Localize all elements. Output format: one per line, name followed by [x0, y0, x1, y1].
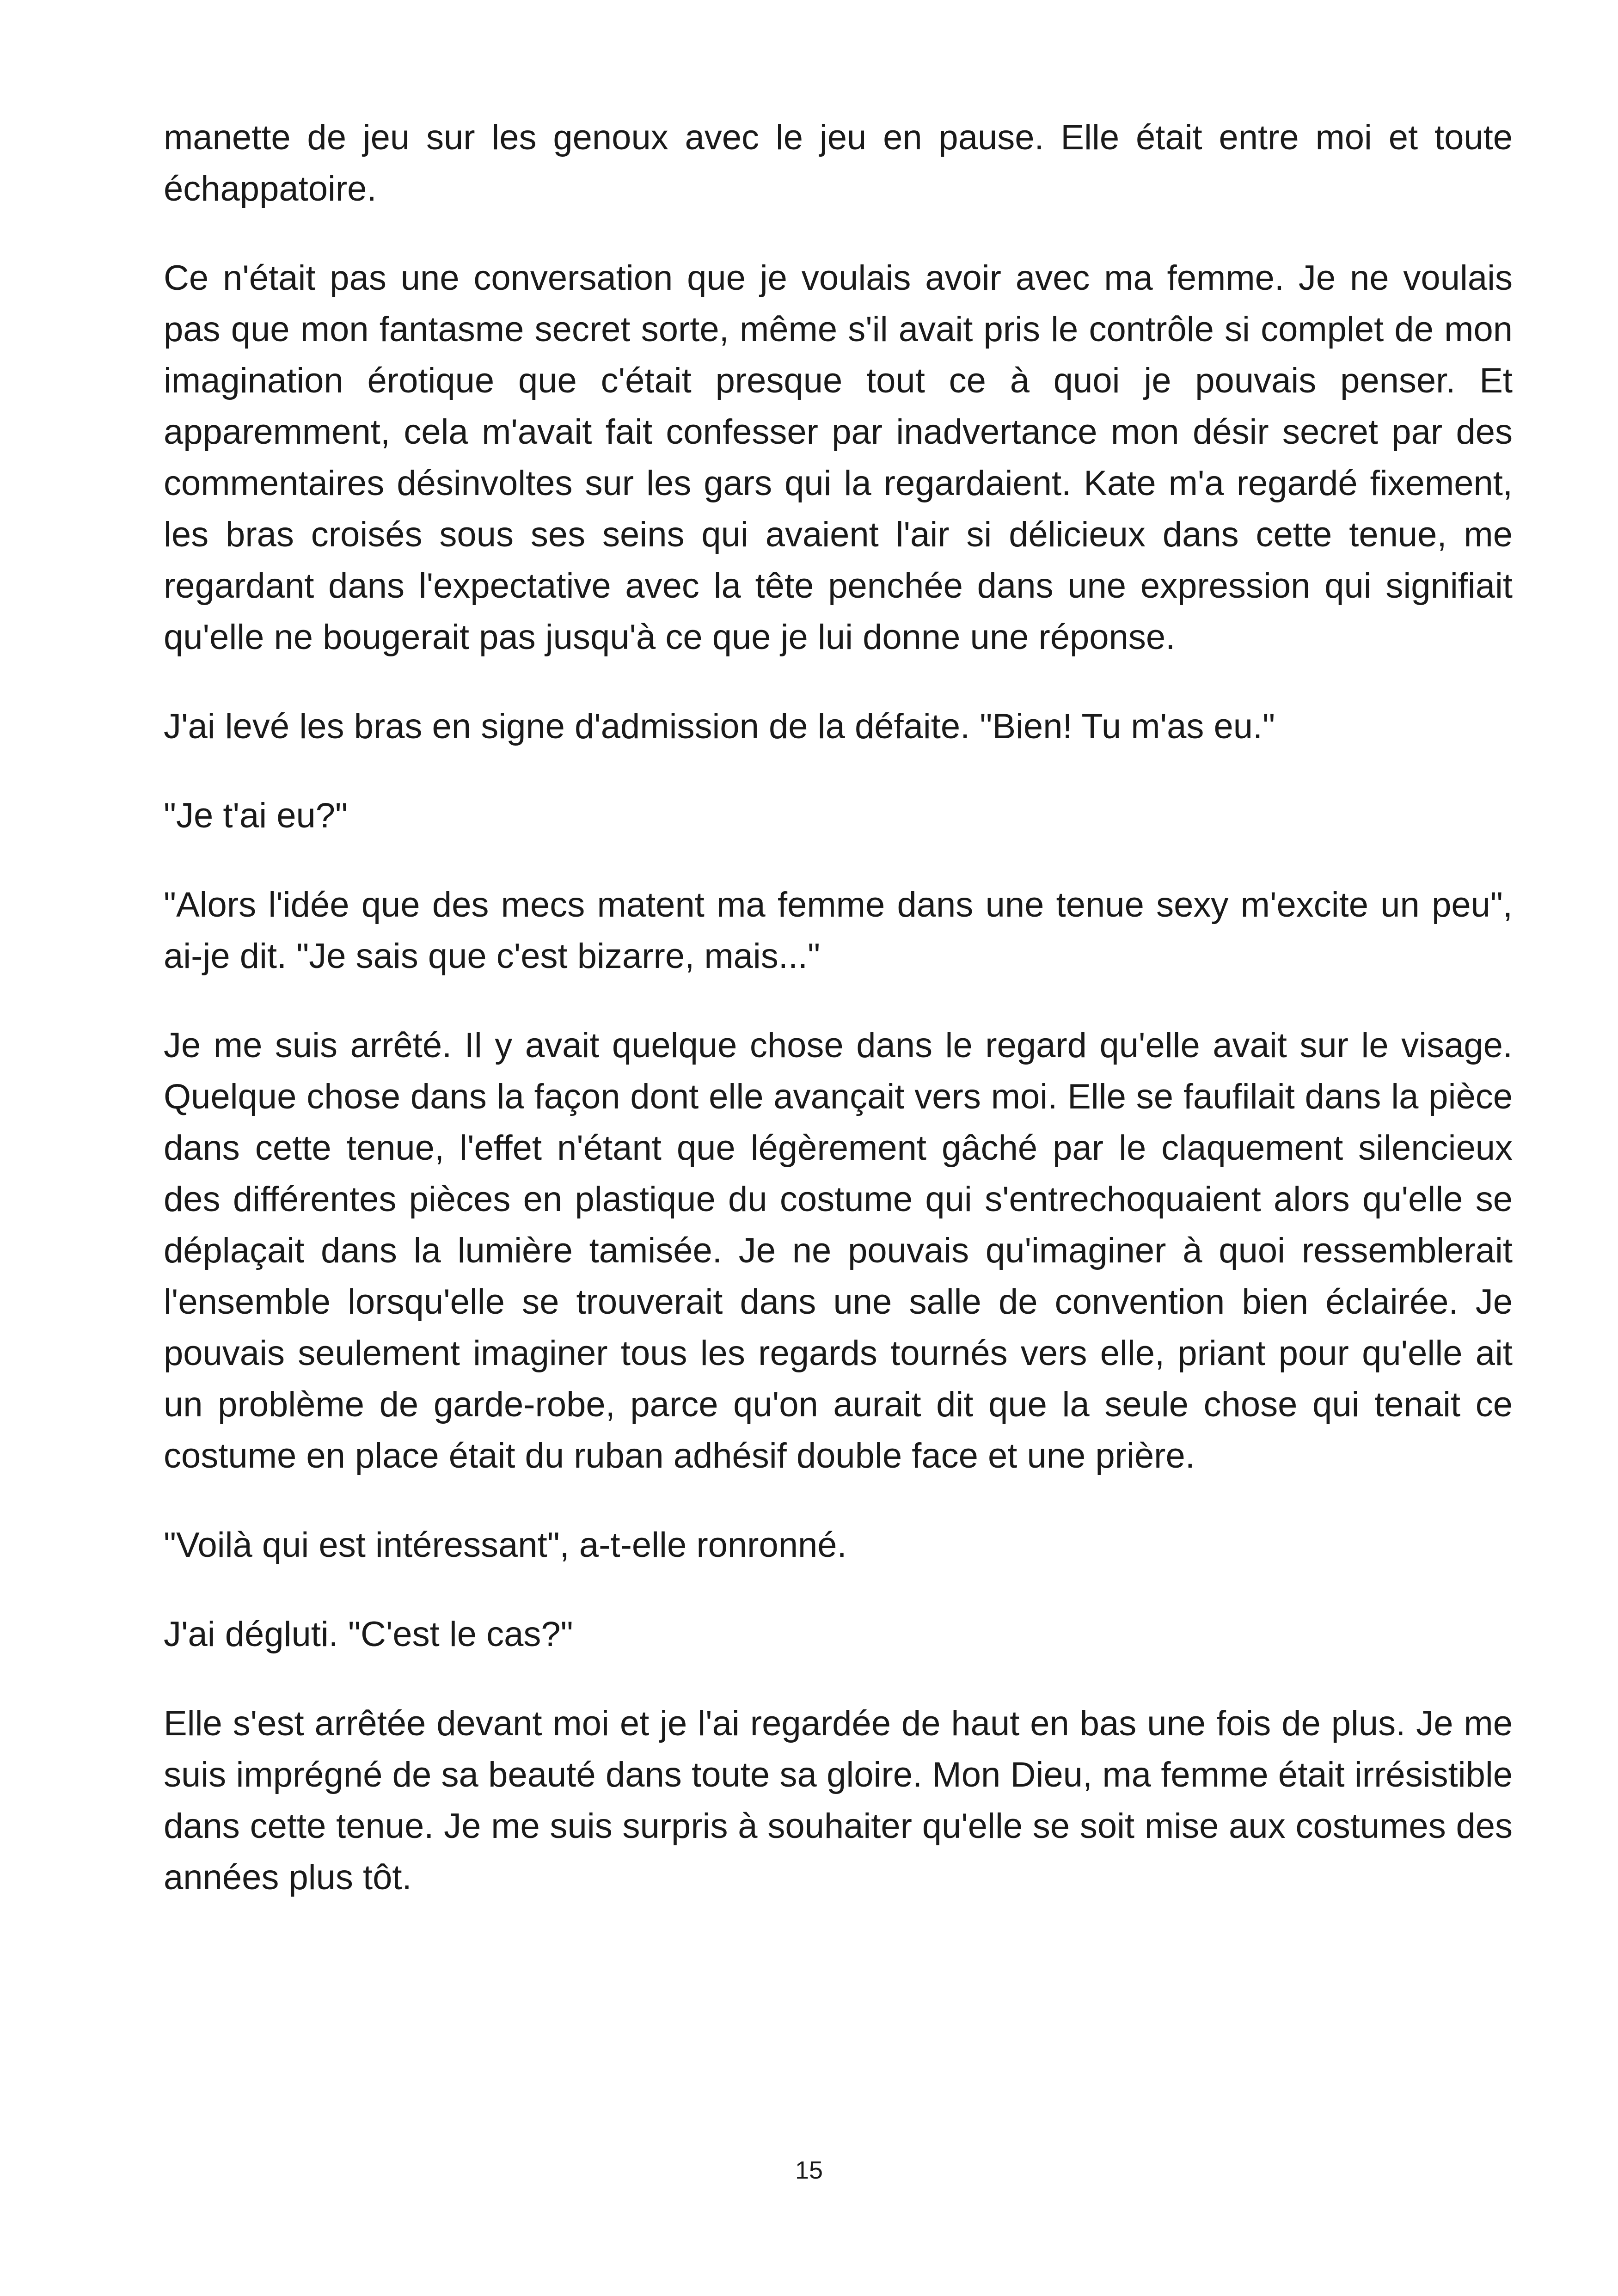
paragraph: Je me suis arrêté. Il y avait quelque chose dans le regard qu'elle avait sur le visage. Quelque chose dans la façon dont elle avançait vers moi. Elle se faufilait dans la pièce dans cette tenue, l'effet n'étant que légèrement gâché par le claquement silencieux des différentes pièces en plastique du costume qui s'entrechoquaient alors qu'elle se déplaçait dans la lumière tamisée. Je ne pouvais qu'imaginer à quoi ressemblerait l'ensemble lorsqu'elle se trouverait dans une salle de convention bien éclairée. Je pouvais seulement imaginer tous les regards tournés vers elle, priant pour qu'elle ait un problème de garde-robe, parce qu'on aurait dit que la seule chose qui tenait ce costume en place était du ruban adhésif double face et une prière.: [164, 1026, 1513, 1476]
paragraph: J'ai levé les bras en signe d'admission de la défaite. "Bien! Tu m'as eu.": [164, 707, 1275, 746]
paragraph: "Je t'ai eu?": [164, 796, 348, 835]
paragraph: Ce n'était pas une conversation que je voulais avoir avec ma femme. Je ne voulais pas que mon fantasme secret sorte, même s'il avait pris le contrôle si complet de mon imagination érotique que c'était presque tout ce à quoi je pouvais penser. Et apparemment, cela m'avait fait confesser par inadvertance mon désir secret par des commentaires désinvoltes sur les gars qui la regardaient. Kate m'a regardé fixement, les bras croisés sous ses seins qui avaient l'air si délicieux dans cette tenue, me regardant dans l'expectative avec la tête penchée dans une expression qui signifiait qu'elle ne bougerait pas jusqu'à ce que je lui donne une réponse.: [164, 258, 1513, 657]
paragraph: "Alors l'idée que des mecs matent ma femme dans une tenue sexy m'excite un peu", ai-je dit. "Je sais que c'est bizarre, mais...": [164, 885, 1513, 976]
page-number: 15: [795, 2156, 823, 2184]
paragraph: manette de jeu sur les genoux avec le jeu en pause. Elle était entre moi et toute échappatoire.: [164, 118, 1513, 208]
page-body: [164, 112, 1513, 1941]
paragraph: Elle s'est arrêtée devant moi et je l'ai regardée de haut en bas une fois de plus. Je me suis imprégné de sa beauté dans toute sa gloire. Mon Dieu, ma femme était irrésistible dans cette tenue. Je me suis surpris à souhaiter qu'elle se soit mise aux costumes des années plus tôt.: [164, 1704, 1513, 1897]
paragraph: "Voilà qui est intéressant", a-t-elle ronronné.: [164, 1525, 847, 1565]
paragraph: J'ai dégluti. "C'est le cas?": [164, 1615, 573, 1654]
